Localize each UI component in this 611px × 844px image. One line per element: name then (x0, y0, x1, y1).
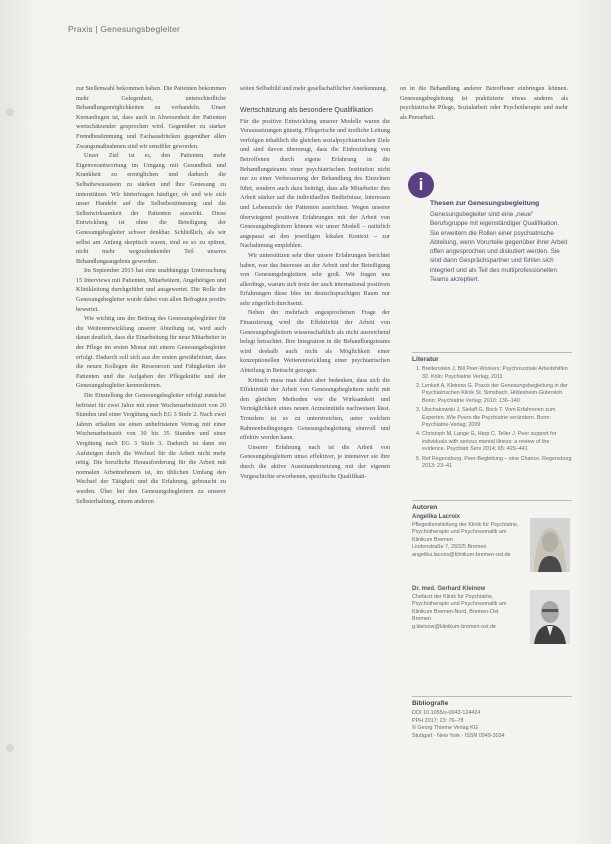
literature-item: 1. Breitenstein J, Bill Peer-Workers: Psychosoziale Arbeitshilfen 32. Köln: Psychiatrie Verlag; 2011 (422, 366, 572, 381)
literature-heading: Literatur (412, 352, 572, 363)
bibliography-line: Stuttgart · New York · ISSN 0949-3034 (412, 732, 505, 739)
body-paragraph: Für die positive Entwicklung unserer Modelle waren die Voraussetzungen günstig. Pflegerische und ärztliche Leitung verfolgen inhaltlich die gleichen sozialpsychiatrischen Ziele und sind davon überzeugt, dass die Einbeziehung von Betroffenen durch eigene Erfahrung in die Behandlungsteams einer psychiatrischen Institution nicht nur zu einer Verbesserung der Behandlung des Einzelnen führt, sondern auch dazu beiträgt, dass alle Mitarbeiter ihre Arbeit stärker auf die individuellen Bedürfnisse, Interessen und Lebensziele der Patienten ausrichten. Wegen unserer überwiegend positiven Erfahrungen mit der Arbeit von Genesungsbegleitern können wir unser Modell – natürlich angepasst an den jeweiligen lokalen Kontext – zur Nachahmung empfehlen. (240, 117, 390, 250)
author-name: Dr. med. Gerhard Kleinow (412, 586, 486, 592)
infobox-line: Sie erweitern die Rollen einer psychiatrische Abteilung, wenn Vorurteile gegenüber ihrer Arbeit offen angesprochen und diskutiert werden. Sie sind dann Gesprächspartner und fühlen sich integriert und als Teil des multiprofessionellen Teams akzeptiert. (430, 229, 568, 284)
literature-item: 2. Lenkeit A, Kleinow G. Praxis der Genesungsbegleitung in der Psychiatrischen Klinik St. Simsbach. Hildesheim-Gütersloh. Bonn: Psychiatrie Verlag; 2010: 136–140 (422, 383, 572, 406)
bibliography-line: PPH 2017; 23: 76–78 (412, 717, 464, 724)
running-head: Praxis | Genesungsbegleiter (68, 24, 181, 34)
column-3-paragraph: on in die Behandlung anderer Betroffener einbringen können. Genesungsbegleitung ist praktizierte etwas anderes als psychiatrische Pflege, Sozialarbeit oder Psychotherapie und mehr als Peerarbeit. (400, 85, 568, 121)
body-column-1 (76, 84, 226, 506)
author-name: Angelika Lacroix (412, 514, 461, 520)
body-column-3 (400, 84, 568, 122)
author-address: Bremen (412, 616, 431, 623)
infobox-line: Genesungsbegleiter sind eine „neue“ Berufsgruppe mit eigenständiger Qualifikation. (430, 211, 560, 228)
body-column-2 (240, 84, 390, 481)
authors-section (412, 500, 572, 658)
infobox-text (430, 210, 568, 284)
author-address: Lindenstraße 7, 28325 Bremen (412, 544, 487, 551)
body-paragraph: zur Stellenwahl bekommen haben. Die Patienten bekommen mehr Gelegenheit, unterschiedliche Behandlungsmöglichkeiten zu verhandeln. Unser Kernanliegen ist, dass auch in Abwesenheit der Patienten wertschätzender gesprochen wird. Gegenüber zu starker Fremdbestimmung und Fachausdrücken gegenüber allen Zwangsmaßnahmen sind wir sensibler geworden. (76, 85, 226, 150)
literature-section (412, 352, 572, 472)
literature-item: 3. Utschakowski J, Sielaff G, Bock T. Vom Erfahrenen zum Experten. Wie Peers die Psychiatrie verändern. Bonn: Psychiatrie-Verlag; 2009 (422, 407, 572, 430)
bibliography-line: DOI 10.1055/s-0043-124424 (412, 710, 481, 716)
literature-item: 4. Christoph M, Lange G, Harp C, Teller J. Peer support for individuals with serious mental illness: a review of the evidence. Psychiatr Serv 2014; 65: 429–441 (422, 431, 572, 454)
body-paragraph: Unserer Erfahrung nach ist die Arbeit von Genesungsbegleitern umso effektiver, je intensiver sie ihre durch die aktive Auseinandersetzung mit der eigenen Vorgeschichte erworbenen, spezifische Qualifikati- (240, 443, 390, 480)
literature-list (412, 366, 572, 471)
author-card (412, 514, 572, 586)
binding-hole (6, 744, 14, 752)
author-email: angelika.lacroix@klinikum-bremen-ost.de (412, 551, 511, 558)
body-paragraph: Unser Ziel ist es, den Patienten mehr Eigenverantwortung im Umgang mit Gesundheit und Krankheit zu ermöglichen und dadurch die Selbstbewusstsein zu stärken und ihre Genesung zu unterstützen. Wir hinterfragen häufiger, ob und wie sich unser Handeln auf die Selbstbestimmung und die Selbstwirksamkeit der Patienten auswirkt. Diese Entwicklung ist ohne die Beteiligung der Genesungsbegleiter schwer denkbar. Schließlich, als wir selbst am Anfang skeptisch waren, sind es so zu spüren, nicht mehr wegzudenkender Teil unseres Behandlungsangebots geworden. (76, 152, 226, 265)
author-role: Pflegedienstleitung der Klinik für Psychiatrie, Psychotherapie und Psychosomatik am Klinikum Bremen (412, 521, 519, 543)
bibliography-section (412, 696, 572, 740)
body-paragraph: Wie wichtig uns der Beitrag des Genesungsbegleiter für die Weiterentwicklung unserer Abteilung ist, wird auch daran deutlich, dass die Einarbeitung für neue Mitarbeiter in der Pflege im ersten Monat mit einem Genesungsbegleiter erfolgt. Dadurch soll sich aus der ersten gewährleistet, dass die neuen Kollegen die Ressourcen und Fähigkeiten der Patienten und die Aufgaben der Pflegekräfte und der Genesungsbegleiter kennenlernen. (76, 315, 226, 390)
binding-hole (6, 108, 14, 116)
authors-heading: Autoren (412, 500, 572, 511)
author-role: Chefarzt der Klinik für Psychiatrie, Psychotherapie und Psychosomatik am Klinikum Bremen-Nord, Bremen-Ost (412, 593, 507, 615)
info-icon: i (408, 172, 434, 198)
author-photo (530, 518, 570, 572)
body-paragraph: Im September 2013 hat eine unabhängige Untersuchung 15 Interviews mit Patienten, Mitarbeitern, Angehörigen und Klinikleitung durchgeführt und ausgewertet. Die Rolle der Genesungsbegleiter wurde dabei von allen Befragten positiv bewertet. (76, 267, 226, 313)
author-photo (530, 590, 570, 644)
bibliography-line: © Georg Thieme Verlag KG (412, 725, 478, 732)
theses-infobox (400, 175, 570, 336)
bibliography-heading: Bibliografie (412, 696, 572, 707)
body-paragraph: Die Einstellung der Genesungsbegleiter erfolgt zunächst befristet für zwei Jahre mit einer Wochenarbeitszeit von 20 Stunden und einer Vergütung nach EG 3 Stufe 2. Nach zwei Jahren erhalten sie einen unbefristeten Vertrag mit einer Wochenarbeitszeit von 30 bis 35 Stunden und einer Vergütung nach EG 3 Stufe 3. Dadurch ist dann ein Aufsteigen durch die Wechsel für die Arbeit nicht mehr nötig. Die berufliche Herausforderung für die Arbeit mit normalen Arbeitnehmern ist, im üblichen Umfang den Wechsel der Tätigkeit und die Erfahrung, gebraucht zu werden. Über bei den Genesungsbegleitern zu unserer Selbsterhaltung, einem anderen (76, 392, 226, 505)
body-paragraph: seiten Selbstbild und mehr gesellschaftlicher Anerkennung. (240, 85, 388, 92)
author-card (412, 586, 572, 658)
body-paragraph: Neben der mehrfach angesprochenen Frage der Finanzierung wird die Effektivität der Arbeit von Genesungsbegleitern wissenschaftlich als nicht ausreichend belegt betrachtet. Ihre Integration in die Behandlungsteams wird deshalb auch nicht als Möglichkeit einer konzeptionellen Weiterentwicklung einer psychiatrischen Abteilung in Betracht gezogen. (240, 309, 390, 375)
infobox-title: Thesen zur Genesungsbegleitung (430, 200, 540, 207)
body-paragraph: Kritisch muss man dabei aber bedenken, dass sich die Effektivität der Arbeit von Genesungsbegleitern nicht mit den gleichen Methoden wie die Wirksamkeit und Verträglichkeit eines neuen Arzneimittels nachweisen lässt. Trotzdem ist es zu unterstreichen, unter welchen Rahmenbedingungen Genesungsbegleitung sinnvoll und effektiv werden kann. (240, 376, 390, 442)
section-heading: Wertschätzung als besondere Qualifikation (240, 106, 373, 114)
body-paragraph: Wir unterstützen sehr über unsere Erfahrungen berichtet haben, war das Interesse an der Arbeit und der Beteiligung von Genesungsbegleitern sehr groß. Wir fragen uns allerdings, warum sich trotz der auch international positiven Erfahrungen diese Idee im deutschsprachigen Raum nur sehr zögerlich durchsetzt. (240, 251, 390, 307)
author-email: g.kleinow@klinikum-bremen-ost.de (412, 623, 496, 630)
literature-item: 5. Ref Regensburg. Peer-Begleitung – eine Chance. Regensburg 2013: 23–41 (422, 456, 572, 471)
